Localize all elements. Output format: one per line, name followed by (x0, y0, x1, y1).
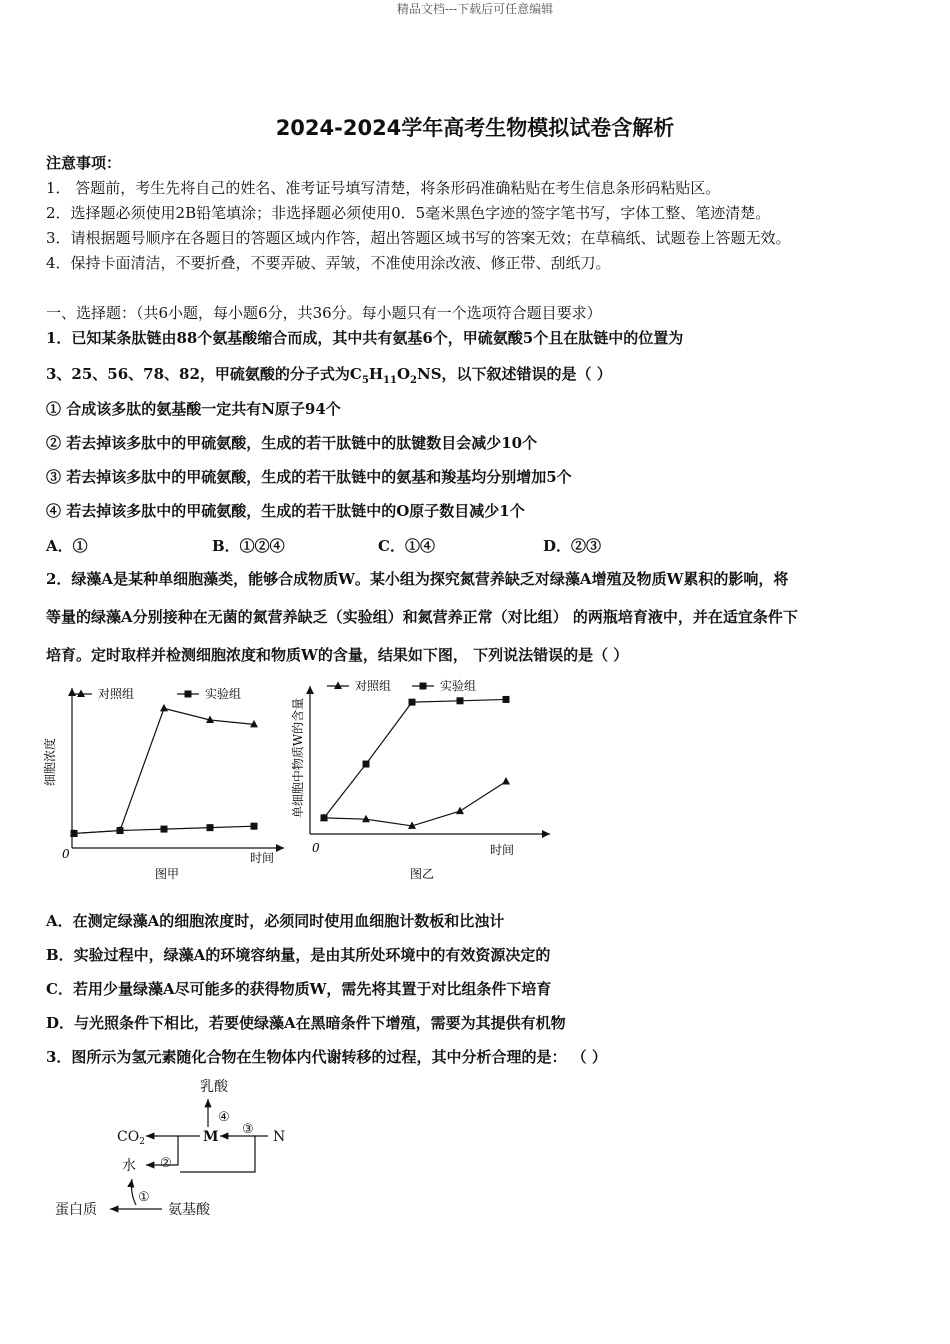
data-point (502, 777, 510, 785)
co2-label: $CO_2$ (117, 1129, 145, 1147)
protein-label: 蛋白质 (55, 1202, 97, 1218)
data-point (363, 761, 370, 768)
notice-item: 2．选择题必须使用2B铅笔填涂；非选择题必须使用0．5毫米黑色字迹的签字笔书写，字体工整、笔迹清楚。 (46, 204, 771, 222)
q1-statement: ③ 若去掉该多肽中的甲硫氨酸，生成的若干肽链中的氨基和羧基均分别增加5个 (46, 468, 572, 486)
chart-yi (290, 678, 550, 881)
step-3-label: ③ (242, 1122, 254, 1137)
x-axis-label: 时间 (490, 843, 515, 857)
x-axis-arrowhead (542, 830, 550, 838)
q2-option-c: C．若用少量绿藻A尽可能多的获得物质W，需先将其置于对比组条件下培育 (46, 980, 552, 998)
data-point (456, 807, 464, 815)
q1-option-a: A．① (46, 537, 88, 555)
q2-stem: 培育。定时取样并检测细胞浓度和物质W的含量，结果如下图， 下列说法错误的是（ ） (46, 646, 629, 664)
series-line (324, 782, 506, 826)
y-axis-arrowhead (306, 686, 314, 694)
charts (40, 672, 560, 890)
data-point (362, 815, 370, 823)
legend-label: 对照组 (355, 679, 392, 693)
amino-acid-label: 氨基酸 (168, 1202, 210, 1218)
q2-option-d: D．与光照条件下相比，若要使绿藻A在黑暗条件下增殖，需要为其提供有机物 (46, 1014, 566, 1032)
q2-stem: 等量的绿藻A分别接种在无菌的氮营养缺乏（实验组）和氮营养正常（对比组） 的两瓶培育液中，并在适宜条件下 (46, 608, 798, 626)
q2-stem: 2．绿藻A是某种单细胞藻类，能够合成物质W。某小组为探究氮营养缺乏对绿藻A增殖及物质W累积的影响，将 (46, 570, 789, 588)
q3-stem: 3．图所示为氢元素随化合物在生物体内代谢转移的过程，其中分析合理的是： （ ） (46, 1048, 607, 1066)
data-point (409, 699, 416, 706)
x-axis-arrowhead (276, 844, 284, 852)
lactic-acid-label: 乳酸 (200, 1079, 228, 1095)
y-axis-arrowhead (68, 688, 76, 696)
q1-option-c: C．①④ (378, 537, 435, 555)
origin-label: 0 (62, 847, 70, 861)
header-note: 精品文档---下载后可任意编辑 (396, 2, 554, 16)
legend-label: 实验组 (205, 687, 242, 701)
notice-item: 4．保持卡面清洁，不要折叠，不要弄破、弄皱，不准使用涂改液、修正带、刮纸刀。 (46, 254, 611, 272)
data-point (71, 830, 78, 837)
legend-marker (77, 690, 85, 698)
data-point (457, 697, 464, 704)
y-axis-label: 单细胞中物质W的含量 (291, 697, 305, 819)
page-title: 2024-2024学年高考生物模拟试卷含解析 (275, 116, 675, 140)
origin-label: 0 (312, 841, 320, 855)
step-4-label: ④ (218, 1110, 230, 1125)
q2-option-b: B．实验过程中，绿藻A的环境容纳量，是由其所处环境中的有效资源决定的 (46, 946, 551, 964)
x-axis-label: 时间 (250, 851, 275, 865)
data-point (251, 823, 258, 830)
metabolism-diagram (50, 1075, 300, 1225)
legend-label: 对照组 (98, 687, 135, 701)
data-point (161, 826, 168, 833)
step-1-label: ① (138, 1190, 150, 1205)
q1-statement: ④ 若去掉该多肽中的甲硫氨酸，生成的若干肽链中的O原子数目减少1个 (46, 502, 525, 520)
q1-option-b: B．①②④ (212, 537, 285, 555)
series-line (74, 708, 254, 833)
chart-jia (42, 686, 284, 881)
q1-option-d: D．②③ (543, 537, 602, 555)
n-label: N (273, 1129, 286, 1145)
q1-statement: ① 合成该多肽的氨基酸一定共有N原子94个 (46, 400, 341, 418)
data-point (503, 696, 510, 703)
notice-item: 3．请根据题号顺序在各题目的答题区域内作答，超出答题区域书写的答案无效；在草稿纸、试题卷上答题无效。 (46, 229, 791, 247)
data-point (160, 704, 168, 712)
water-label: 水 (122, 1158, 136, 1174)
data-point (207, 824, 214, 831)
legend-label: 实验组 (440, 679, 477, 693)
data-point (117, 827, 124, 834)
section-heading: 一、选择题：（共6小题，每小题6分，共36分。每小题只有一个选项符合题目要求） (46, 304, 602, 322)
q1-stem-line1: 1．已知某条肽链由88个氨基酸缩合而成，其中共有氨基6个，甲硫氨酸5个且在肽链中的位置为 (46, 329, 684, 347)
step-2-label: ② (160, 1156, 172, 1171)
m-label: M (203, 1129, 219, 1145)
data-point (321, 814, 328, 821)
q1-statement: ② 若去掉该多肽中的甲硫氨酸，生成的若干肽链中的肽键数目会减少10个 (46, 434, 538, 452)
series-line (324, 699, 506, 817)
notice-item: 1． 答题前，考生先将自己的姓名、准考证号填写清楚，将条形码准确粘贴在考生信息条形码粘贴区。 (46, 179, 721, 197)
y-axis-label: 细胞浓度 (43, 737, 57, 787)
arrow-to-water-from-amino (132, 1179, 137, 1205)
legend-marker (334, 682, 342, 690)
legend-marker (185, 691, 192, 698)
q2-option-a: A．在测定绿藻A的细胞浓度时，必须同时使用血细胞计数板和比浊计 (46, 912, 505, 930)
q1-stem-line2: 3、25、56、78、82，甲硫氨酸的分子式为$C_5H_{11}O_2NS$，以下叙述错误的是（ ） (46, 365, 612, 386)
chart-title: 图乙 (409, 867, 435, 881)
chart-title: 图甲 (154, 867, 180, 881)
notice-heading: 注意事项： (46, 154, 122, 172)
legend-marker (420, 683, 427, 690)
